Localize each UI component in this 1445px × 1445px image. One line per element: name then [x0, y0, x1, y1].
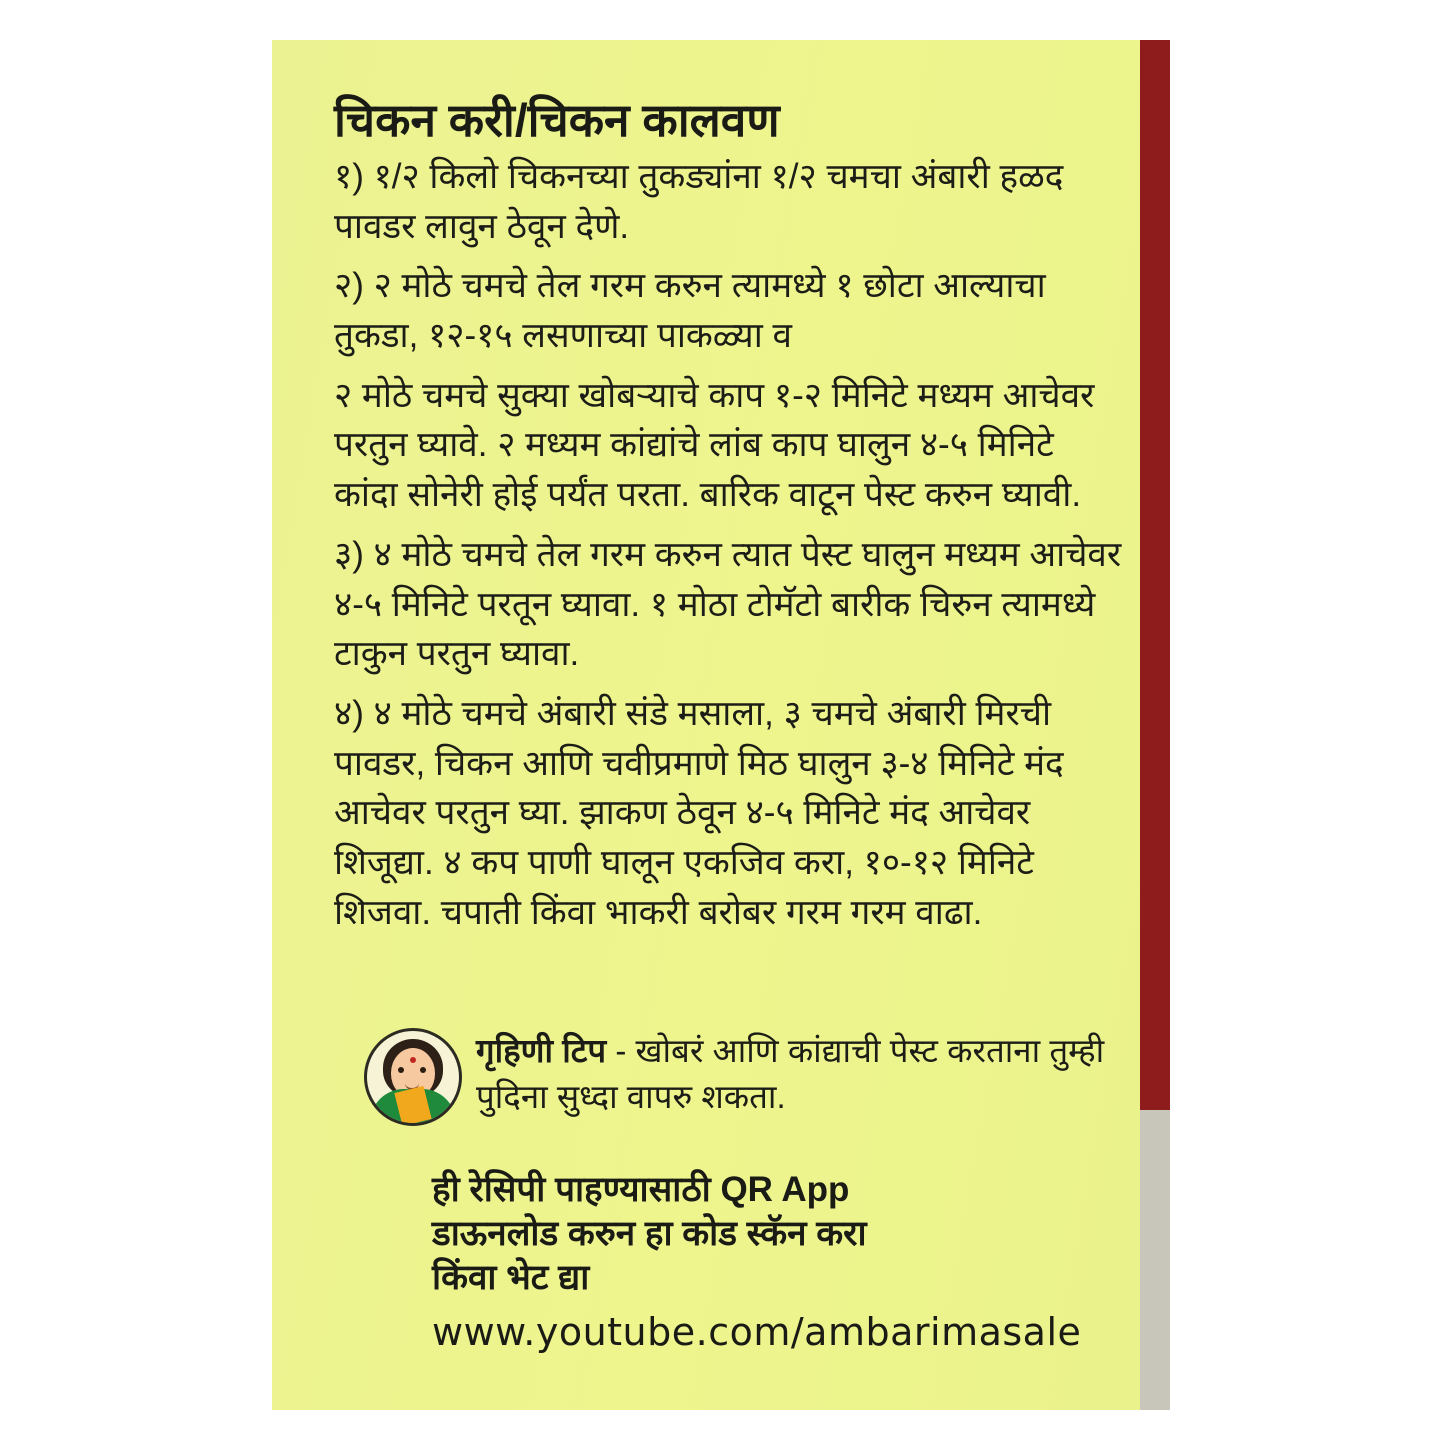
youtube-url[interactable]: www.youtube.com/ambarimasale: [432, 1310, 1082, 1355]
qr-promo-line-1: ही रेसिपी पाहण्यासाठी QR App: [432, 1170, 850, 1209]
qr-promo: [432, 1168, 1132, 1354]
qr-promo-line-3: किंवा भेट द्या: [432, 1258, 590, 1298]
tip-label: गृहिणी टिप: [476, 1032, 607, 1069]
recipe-steps-list: [334, 152, 1124, 947]
recipe-step: १) १/२ किलो चिकनच्या तुकड्यांना १/२ चमचा अंबारी हळद पावडर लावुन ठेवून देणे.: [334, 157, 1064, 246]
recipe-label: [272, 40, 1140, 1410]
recipe-step: २ मोठे चमचे सुक्या खोबऱ्याचे काप १-२ मिनिटे मध्यम आचेवर परतुन घ्यावे. २ मध्यम कांद्यांचे लांब काप घालुन ४-५ मिनिटे कांदा सोनेरी होई पर्यंत परता. बारिक वाटून पेस्ट करुन घ्यावी.: [334, 375, 1095, 515]
woman-avatar-icon: [364, 1028, 462, 1126]
tip-body: - खोबरं आणि कांद्याची पेस्ट करताना तुम्ही पुदिना सुध्दा वापरु शकता.: [476, 1032, 1105, 1116]
recipe-step: ४) ४ मोठे चमचे अंबारी संडे मसाला, ३ चमचे अंबारी मिरची पावडर, चिकन आणि चवीप्रमाणे मिठ घालुन ३-४ मिनिटे मंद आचेवर परतुन घ्या. झाकण ठेवून ४-५ मिनिटे मंद आचेवर शिजूद्या. ४ कप पाणी घालून एकजिव करा, १०-१२ मिनिटे शिजवा. चपाती किंवा भाकरी बरोबर गरम गरम वाढा.: [334, 693, 1064, 932]
tip-text-wrap: [476, 1028, 1124, 1120]
recipe-step: २) २ मोठे चमचे तेल गरम करुन त्यामध्ये १ छोटा आल्याचा तुकडा, १२-१५ लसणाच्या पाकळ्या व: [334, 266, 1046, 356]
page-title: चिकन करी/चिकन कालवण: [334, 94, 780, 146]
qr-promo-line-2: डाऊनलोड करुन हा कोड स्कॅन करा: [432, 1214, 867, 1254]
housewife-tip: [364, 1028, 1124, 1126]
recipe-step: ३) ४ मोठे चमचे तेल गरम करुन त्यात पेस्ट घालुन मध्यम आचेवर ४-५ मिनिटे परतून घ्यावा. १ मोठा टोमॅटो बारीक चिरुन त्यामध्ये टाकुन परतुन घ्यावा.: [334, 534, 1122, 674]
